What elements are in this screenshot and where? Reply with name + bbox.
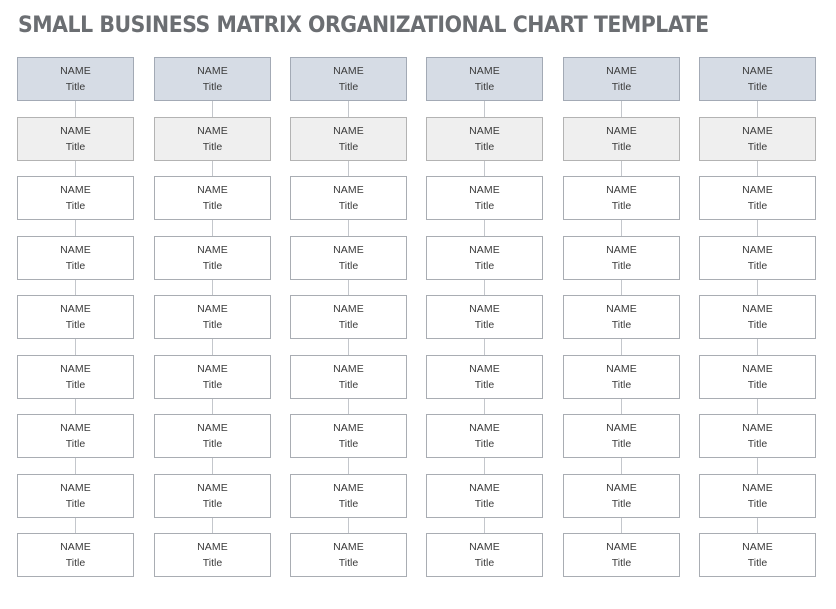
position-name: NAME <box>469 541 500 553</box>
position-box[interactable] <box>699 176 816 220</box>
manager-box[interactable] <box>563 117 680 161</box>
position-title: Title <box>202 557 223 569</box>
connector-line <box>484 101 485 117</box>
position-title: Title <box>338 557 359 569</box>
position-title: Title <box>611 81 632 93</box>
position-name: NAME <box>197 422 228 434</box>
position-title: Title <box>65 557 86 569</box>
department-head-box[interactable] <box>17 57 134 101</box>
position-box[interactable] <box>17 236 134 280</box>
manager-box[interactable] <box>699 117 816 161</box>
connector-line <box>348 280 349 295</box>
position-title: Title <box>65 141 86 153</box>
position-title: Title <box>474 557 495 569</box>
position-title: Title <box>202 498 223 510</box>
position-name: NAME <box>469 363 500 375</box>
connector-line <box>484 220 485 236</box>
connector-line <box>484 458 485 474</box>
connector-line <box>348 220 349 236</box>
position-name: NAME <box>606 303 637 315</box>
position-box[interactable] <box>17 295 134 339</box>
position-title: Title <box>474 438 495 450</box>
position-title: Title <box>611 379 632 391</box>
position-name: NAME <box>742 125 773 137</box>
manager-box[interactable] <box>17 117 134 161</box>
position-name: NAME <box>60 541 91 553</box>
connector-line <box>75 458 76 474</box>
position-title: Title <box>202 141 223 153</box>
connector-line <box>621 161 622 176</box>
position-name: NAME <box>197 244 228 256</box>
position-title: Title <box>747 379 768 391</box>
position-name: NAME <box>469 303 500 315</box>
position-title: Title <box>474 498 495 510</box>
position-title: Title <box>338 200 359 212</box>
connector-line <box>484 161 485 176</box>
connector-line <box>348 161 349 176</box>
position-box[interactable] <box>426 414 543 458</box>
position-box[interactable] <box>290 295 407 339</box>
position-box[interactable] <box>426 176 543 220</box>
position-box[interactable] <box>17 414 134 458</box>
position-title: Title <box>474 260 495 272</box>
position-title: Title <box>65 438 86 450</box>
position-title: Title <box>65 319 86 331</box>
connector-line <box>75 161 76 176</box>
position-name: NAME <box>606 184 637 196</box>
connector-line <box>757 220 758 236</box>
position-name: NAME <box>197 184 228 196</box>
position-box[interactable] <box>290 414 407 458</box>
connector-line <box>348 399 349 414</box>
position-name: NAME <box>333 363 364 375</box>
connector-line <box>484 518 485 533</box>
connector-line <box>212 220 213 236</box>
connector-line <box>757 280 758 295</box>
position-title: Title <box>65 379 86 391</box>
position-name: NAME <box>60 244 91 256</box>
connector-line <box>348 339 349 355</box>
position-name: NAME <box>742 482 773 494</box>
position-title: Title <box>747 260 768 272</box>
position-title: Title <box>611 438 632 450</box>
position-name: NAME <box>197 65 228 77</box>
position-title: Title <box>474 200 495 212</box>
position-name: NAME <box>606 482 637 494</box>
position-box[interactable] <box>290 533 407 577</box>
position-box[interactable] <box>563 533 680 577</box>
position-name: NAME <box>60 482 91 494</box>
connector-line <box>348 518 349 533</box>
position-name: NAME <box>606 363 637 375</box>
position-name: NAME <box>606 65 637 77</box>
connector-line <box>484 339 485 355</box>
connector-line <box>75 399 76 414</box>
position-title: Title <box>338 379 359 391</box>
connector-line <box>212 161 213 176</box>
position-title: Title <box>65 81 86 93</box>
position-box[interactable] <box>290 474 407 518</box>
position-box[interactable] <box>563 355 680 399</box>
position-name: NAME <box>606 422 637 434</box>
position-title: Title <box>338 260 359 272</box>
position-name: NAME <box>469 184 500 196</box>
position-box[interactable] <box>154 474 271 518</box>
connector-line <box>621 399 622 414</box>
position-name: NAME <box>742 363 773 375</box>
position-title: Title <box>65 200 86 212</box>
manager-box[interactable] <box>154 117 271 161</box>
department-head-box[interactable] <box>290 57 407 101</box>
department-head-box[interactable] <box>563 57 680 101</box>
position-title: Title <box>65 498 86 510</box>
position-name: NAME <box>333 244 364 256</box>
position-box[interactable] <box>699 414 816 458</box>
department-head-box[interactable] <box>154 57 271 101</box>
position-title: Title <box>747 557 768 569</box>
position-title: Title <box>202 260 223 272</box>
position-title: Title <box>202 81 223 93</box>
position-box[interactable] <box>290 355 407 399</box>
position-box[interactable] <box>154 533 271 577</box>
position-box[interactable] <box>563 176 680 220</box>
position-title: Title <box>338 498 359 510</box>
position-name: NAME <box>333 125 364 137</box>
position-name: NAME <box>469 422 500 434</box>
position-box[interactable] <box>154 355 271 399</box>
position-name: NAME <box>60 303 91 315</box>
position-box[interactable] <box>563 474 680 518</box>
position-name: NAME <box>197 125 228 137</box>
position-box[interactable] <box>17 474 134 518</box>
position-name: NAME <box>60 125 91 137</box>
connector-line <box>757 161 758 176</box>
position-title: Title <box>202 319 223 331</box>
connector-line <box>75 518 76 533</box>
connector-line <box>757 458 758 474</box>
position-name: NAME <box>469 65 500 77</box>
position-name: NAME <box>742 422 773 434</box>
position-name: NAME <box>742 184 773 196</box>
position-box[interactable] <box>699 474 816 518</box>
position-box[interactable] <box>17 355 134 399</box>
connector-line <box>212 339 213 355</box>
connector-line <box>621 220 622 236</box>
position-box[interactable] <box>290 176 407 220</box>
position-title: Title <box>338 141 359 153</box>
position-name: NAME <box>333 303 364 315</box>
position-box[interactable] <box>699 533 816 577</box>
position-box[interactable] <box>290 236 407 280</box>
position-name: NAME <box>197 303 228 315</box>
position-name: NAME <box>606 125 637 137</box>
position-title: Title <box>338 319 359 331</box>
position-title: Title <box>474 141 495 153</box>
connector-line <box>75 339 76 355</box>
position-box[interactable] <box>563 295 680 339</box>
position-name: NAME <box>60 65 91 77</box>
position-name: NAME <box>742 541 773 553</box>
connector-line <box>757 518 758 533</box>
position-name: NAME <box>197 482 228 494</box>
position-name: NAME <box>333 65 364 77</box>
position-title: Title <box>202 379 223 391</box>
position-box[interactable] <box>154 295 271 339</box>
connector-line <box>757 339 758 355</box>
connector-line <box>212 518 213 533</box>
department-head-box[interactable] <box>426 57 543 101</box>
position-box[interactable] <box>699 355 816 399</box>
connector-line <box>757 399 758 414</box>
connector-line <box>212 399 213 414</box>
connector-line <box>75 101 76 117</box>
connector-line <box>621 458 622 474</box>
position-title: Title <box>611 319 632 331</box>
manager-box[interactable] <box>426 117 543 161</box>
page-title: SMALL BUSINESS MATRIX ORGANIZATIONAL CHART TEMPLATE <box>18 13 709 38</box>
position-title: Title <box>611 557 632 569</box>
position-title: Title <box>474 379 495 391</box>
position-title: Title <box>747 200 768 212</box>
connector-line <box>212 101 213 117</box>
position-name: NAME <box>469 125 500 137</box>
department-head-box[interactable] <box>699 57 816 101</box>
position-box[interactable] <box>426 236 543 280</box>
position-title: Title <box>202 438 223 450</box>
connector-line <box>621 101 622 117</box>
connector-line <box>348 458 349 474</box>
position-box[interactable] <box>154 176 271 220</box>
position-box[interactable] <box>426 533 543 577</box>
connector-line <box>757 101 758 117</box>
position-title: Title <box>202 200 223 212</box>
connector-line <box>621 518 622 533</box>
connector-line <box>212 280 213 295</box>
position-name: NAME <box>197 541 228 553</box>
position-box[interactable] <box>426 355 543 399</box>
position-title: Title <box>611 498 632 510</box>
position-name: NAME <box>197 363 228 375</box>
position-name: NAME <box>60 422 91 434</box>
position-box[interactable] <box>563 414 680 458</box>
position-title: Title <box>611 260 632 272</box>
position-box[interactable] <box>17 533 134 577</box>
connector-line <box>75 220 76 236</box>
position-name: NAME <box>742 244 773 256</box>
position-name: NAME <box>333 541 364 553</box>
position-box[interactable] <box>426 474 543 518</box>
connector-line <box>348 101 349 117</box>
position-title: Title <box>474 81 495 93</box>
position-name: NAME <box>469 482 500 494</box>
position-title: Title <box>747 319 768 331</box>
position-box[interactable] <box>426 295 543 339</box>
position-name: NAME <box>606 541 637 553</box>
position-name: NAME <box>333 184 364 196</box>
position-title: Title <box>747 81 768 93</box>
position-title: Title <box>611 200 632 212</box>
position-title: Title <box>747 438 768 450</box>
position-name: NAME <box>742 303 773 315</box>
position-box[interactable] <box>699 295 816 339</box>
position-title: Title <box>65 260 86 272</box>
position-title: Title <box>747 141 768 153</box>
position-name: NAME <box>60 363 91 375</box>
position-box[interactable] <box>154 236 271 280</box>
position-name: NAME <box>60 184 91 196</box>
position-box[interactable] <box>17 176 134 220</box>
position-title: Title <box>338 81 359 93</box>
connector-line <box>484 399 485 414</box>
position-name: NAME <box>469 244 500 256</box>
position-name: NAME <box>333 482 364 494</box>
position-box[interactable] <box>154 414 271 458</box>
connector-line <box>212 458 213 474</box>
manager-box[interactable] <box>290 117 407 161</box>
connector-line <box>484 280 485 295</box>
position-name: NAME <box>333 422 364 434</box>
position-title: Title <box>474 319 495 331</box>
position-box[interactable] <box>699 236 816 280</box>
position-box[interactable] <box>563 236 680 280</box>
connector-line <box>621 339 622 355</box>
position-name: NAME <box>606 244 637 256</box>
position-title: Title <box>747 498 768 510</box>
connector-line <box>75 280 76 295</box>
position-name: NAME <box>742 65 773 77</box>
position-title: Title <box>611 141 632 153</box>
position-title: Title <box>338 438 359 450</box>
connector-line <box>621 280 622 295</box>
